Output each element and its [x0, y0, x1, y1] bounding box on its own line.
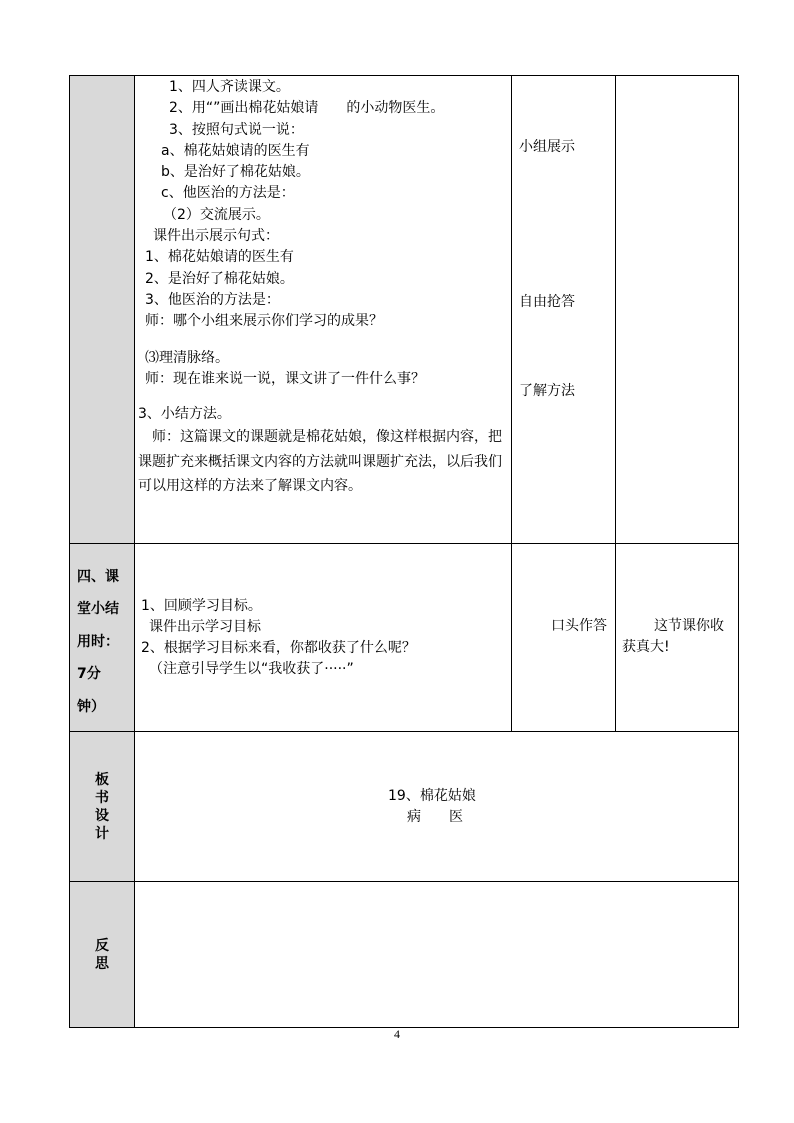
activity-line: 师：现在谁来说一说，课文讲了一件什么事？ — [145, 370, 425, 387]
activity-lines — [135, 76, 511, 425]
board-label: 板书设计 — [95, 771, 109, 842]
activity-label-cell — [70, 76, 135, 544]
board-label-cell — [70, 732, 135, 882]
activity-line: c、他医治的方法是： — [161, 185, 295, 202]
summary-design-cell — [616, 544, 739, 732]
activity-row — [70, 76, 739, 544]
reflection-label: 反思 — [95, 937, 109, 972]
activity-line: 2、用“”画出棉花姑娘请 的小动物医生。 — [169, 100, 445, 117]
student-note-group-show: 小组展示 — [519, 139, 575, 155]
activity-line: 师：哪个小组来展示你们学习的成果？ — [145, 313, 383, 330]
reflection-content-cell — [135, 882, 739, 1028]
student-note-oral-answer: 口头作答 — [551, 618, 607, 634]
activity-line: 1、四人齐读课文。 — [169, 79, 290, 95]
page-number: 4 — [394, 1027, 400, 1041]
reflection-label-cell — [70, 882, 135, 1028]
activity-line: （2）交流展示。 — [163, 206, 270, 223]
activity-line: 3、小结方法。 — [138, 406, 231, 423]
activity-line: 2、是治好了棉花姑娘。 — [145, 270, 294, 287]
summary-student-cell — [512, 544, 616, 732]
summary-content-cell — [135, 544, 512, 732]
summary-line: 课件出示学习目标 — [149, 619, 261, 635]
summary-lines — [135, 544, 511, 680]
activity-line: 课件出示展示句式： — [153, 228, 279, 245]
design-note-harvest: 这节课你收获真大! — [622, 618, 724, 655]
board-title: 19、棉花姑娘 — [388, 788, 476, 804]
board-subtitle: 病 医 — [407, 809, 463, 825]
summary-line: 2、根据学习目标来看，你都收获了什么呢？ — [141, 640, 416, 656]
reflection-row — [70, 882, 739, 1028]
method-summary-paragraph: 师：这篇课文的课题就是棉花姑娘，像这样根据内容，把课题扩充来概括课文内容的方法就叫课题扩充法，以后我们可以用这样的方法来了解课文内容。 — [138, 429, 502, 495]
board-content-cell — [135, 732, 739, 882]
student-note-understand-method: 了解方法 — [519, 383, 575, 399]
board-row — [70, 732, 739, 882]
activity-line: a、棉花姑娘请的医生有 — [161, 142, 310, 159]
summary-line: 1、回顾学习目标。 — [141, 598, 262, 614]
summary-label: 四、课 堂小结 用时： 7分 钟） — [77, 569, 119, 715]
activity-line: 1、棉花姑娘请的医生有 — [145, 249, 294, 266]
summary-line: （注意引导学生以“我收获了·····” — [149, 661, 354, 677]
activity-line: b、是治好了棉花姑娘。 — [161, 164, 310, 181]
activity-line: 3、他医治的方法是： — [145, 291, 280, 308]
activity-line: ⑶理清脉络。 — [145, 349, 229, 366]
activity-line: 3、按照句式说一说： — [169, 121, 304, 138]
activity-student-cell — [512, 76, 616, 544]
activity-content-cell — [135, 76, 512, 544]
summary-label-cell — [70, 544, 135, 732]
student-note-free-answer: 自由抢答 — [519, 294, 575, 310]
summary-row — [70, 544, 739, 732]
lesson-plan-table — [69, 75, 739, 1028]
activity-design-cell — [616, 76, 739, 544]
